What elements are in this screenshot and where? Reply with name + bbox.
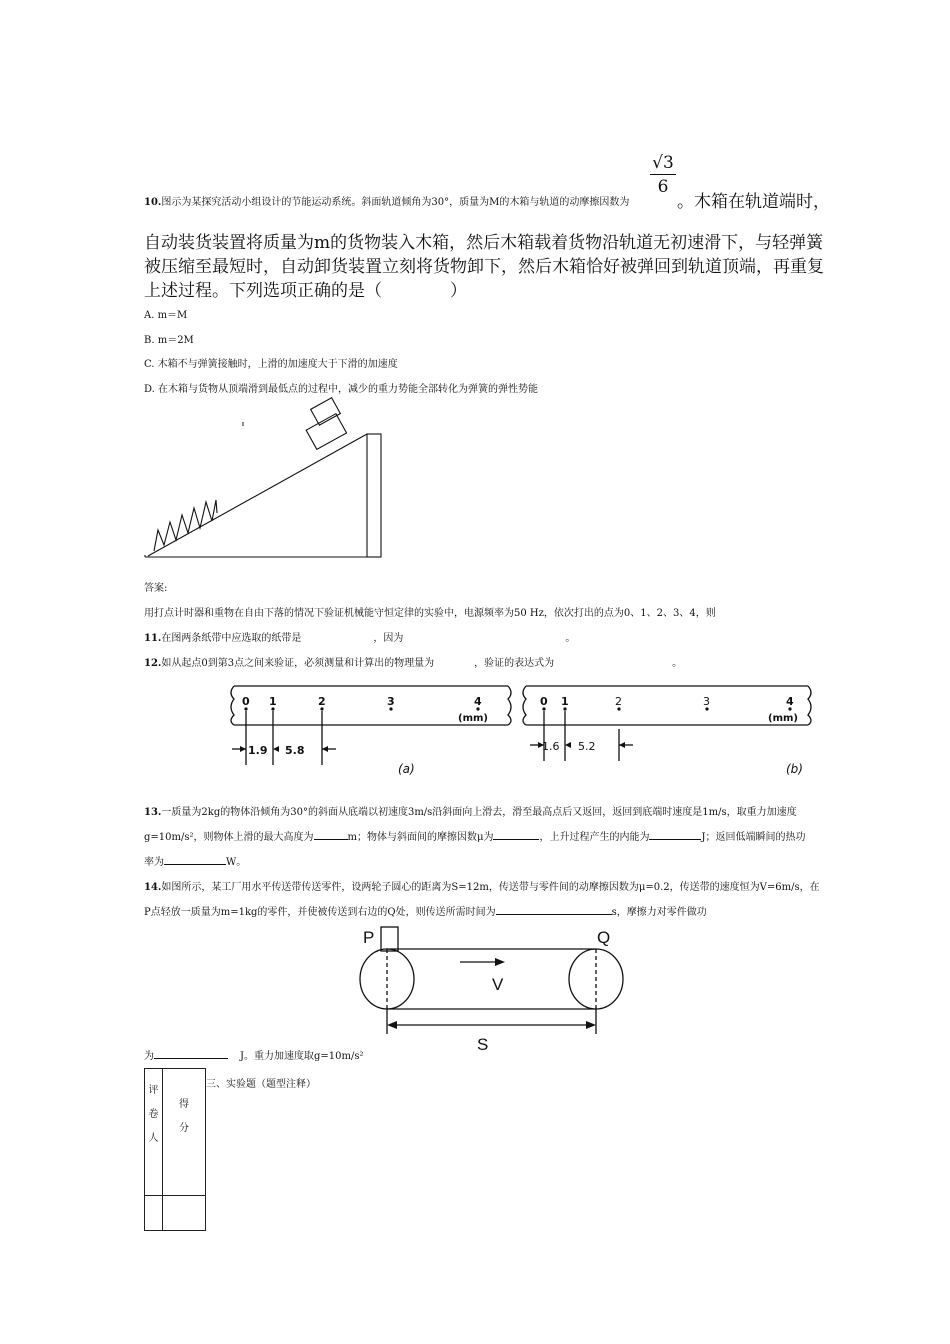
tape-a-caption: (a) [398, 762, 415, 776]
q10-line3: 被压缩至最短时，自动卸货装置立刻将货物卸下，然后木箱恰好被弹回到轨道顶端，再重复 [144, 257, 824, 277]
tape-a-label-3: 3 [387, 695, 395, 708]
tape-b-label-0: 0 [540, 695, 548, 708]
grader-cell [145, 1069, 163, 1196]
incline-spring-figure [140, 400, 390, 565]
q14-line2 [144, 903, 707, 918]
tape-b-label-4: 4 [786, 695, 794, 708]
section3-title: 三、实验题（题型注释） [206, 1079, 316, 1090]
q10-number: 10. [144, 197, 162, 208]
label-v: V [492, 975, 504, 994]
intro-11-12: 用打点计时器和重物在自由下落的情况下验证机械能守恒定律的实验中，电源频率为50 Hz，依次打出的点为0、1、2、3、4，则 [144, 608, 716, 619]
q10-option-a: A. m＝M [144, 310, 188, 321]
q11-number: 11. [144, 633, 162, 644]
tape-b-label-3: 3 [703, 695, 710, 708]
tape-a-label-0: 0 [242, 695, 250, 708]
q14-number: 14. [144, 882, 162, 893]
grader-char-1: 评 [148, 1085, 159, 1096]
tape-b-label-2: 2 [615, 695, 622, 708]
q11-end: 。 [565, 633, 576, 644]
tape-a-label-1: 1 [269, 695, 277, 708]
q13-line1 [144, 803, 797, 818]
score-input-cell[interactable] [163, 1196, 206, 1231]
q13-blank-height[interactable] [314, 839, 348, 840]
q13-blank-energy[interactable] [649, 839, 701, 840]
q10-line2: 自动装货装置将质量为m的货物装入木箱，然后木箱载着货物沿轨道无初速滑下，与轻弹簧 [144, 233, 824, 253]
q13-blank-mu[interactable] [493, 839, 539, 840]
fraction-denominator: 6 [657, 177, 669, 197]
grader-char-3: 人 [148, 1133, 159, 1144]
q10-option-c: C. 木箱不与弹簧接触时，上滑的加速度大于下滑的加速度 [144, 359, 398, 370]
q11-mid: ，因为 [373, 633, 404, 644]
label-p: P [363, 928, 375, 947]
conveyor-belt-figure [355, 922, 630, 1057]
grader-input-cell[interactable] [145, 1196, 163, 1231]
tape-a-d1: 1.9 [248, 744, 268, 757]
friction-fraction [650, 153, 676, 197]
score-table [144, 1068, 206, 1231]
q11-text: 在图两条纸带中应选取的纸带是 [161, 633, 302, 644]
tape-b-d1: 1.6 [542, 740, 560, 753]
q13-text-3b: W。 [226, 857, 247, 868]
q13-line3 [144, 853, 246, 868]
q10-line1-tail: 。木箱在轨道端时， [677, 192, 830, 212]
label-q: Q [597, 928, 611, 947]
paper-tape-a [228, 683, 518, 783]
label-s: S [477, 1035, 489, 1054]
tape-b-unit: (mm) [768, 713, 798, 724]
tape-a-d2: 5.8 [285, 744, 305, 757]
tape-a-unit: (mm) [458, 713, 488, 724]
q11-line [144, 629, 575, 644]
tape-a-label-2: 2 [318, 695, 326, 708]
q14-line3 [144, 1047, 364, 1062]
q10-option-d: D. 在木箱与货物从顶端滑到最低点的过程中，减少的重力势能全部转化为弹簧的弹性势能 [144, 384, 539, 395]
q10-text-1: 图示为某探究活动小组设计的节能运动系统。斜面轨道倾角为30°，质量为M的木箱与轨道的动摩擦因数为 [161, 197, 630, 208]
q10-line1 [144, 193, 629, 208]
tape-b-d2: 5.2 [578, 740, 596, 753]
q14-text-3b: J。重力加速度取g=10m/s² [240, 1051, 364, 1062]
q13-blank-power[interactable] [164, 864, 226, 865]
q14-text-2b: s，摩擦力对零件做功 [611, 907, 707, 918]
fraction-numerator: √3 [652, 153, 674, 173]
grader-char-2: 卷 [148, 1109, 159, 1120]
q14-text-3a: 为 [144, 1051, 154, 1062]
q12-end: 。 [672, 658, 683, 669]
q10-option-b: B. m＝2M [144, 335, 194, 346]
q10-line4: 上述过程。下列选项正确的是（ ） [144, 281, 467, 301]
score-char-2: 分 [179, 1123, 189, 1134]
tape-b-caption: (b) [786, 762, 803, 776]
q12-number: 12. [144, 658, 162, 669]
q12-mid: ，验证的表达式为 [474, 658, 555, 669]
q14-line1 [144, 878, 820, 893]
q13-text-2d: J；返回低端瞬间的热功 [701, 832, 806, 843]
q13-text-3a: 率为 [144, 857, 164, 868]
q13-text-2b: m；物体与斜面间的摩擦因数μ为 [347, 832, 494, 843]
q12-text: 如从起点0到第3点之间来验证，必须测量和计算出的物理量为 [161, 658, 435, 669]
score-cell [163, 1069, 206, 1196]
tape-a-label-4: 4 [474, 695, 482, 708]
tape-b-label-1: 1 [561, 695, 569, 708]
q13-number: 13. [144, 807, 162, 818]
q13-text-2c: ，上升过程产生的内能为 [539, 832, 650, 843]
score-char-1: 得 [179, 1099, 189, 1110]
answer-label: 答案: [144, 583, 168, 594]
q14-blank-time[interactable] [496, 914, 612, 915]
q13-text-1: 一质量为2kg的物体沿倾角为30°的斜面从底端以初速度3m/s沿斜面向上滑去，滑至最高点后又返回，返回到底端时速度是1m/s，取重力加速度 [161, 807, 797, 818]
q14-blank-work[interactable] [154, 1058, 228, 1059]
q13-line2 [144, 828, 806, 843]
q12-line [144, 654, 682, 669]
q13-text-2a: g=10m/s²，则物体上滑的最大高度为 [144, 832, 314, 843]
q14-text-1: 如图所示，某工厂用水平传送带传送零件，设两轮子圆心的距离为S=12m，传送带与零件间的动摩擦因数为μ=0.2，传送带的速度恒为V=6m/s，在 [161, 882, 820, 893]
paper-tape-b [518, 683, 818, 783]
q14-text-2a: P点轻放一质量为m=1kg的零件，并使被传送到右边的Q处，则传送所需时间为 [144, 907, 496, 918]
